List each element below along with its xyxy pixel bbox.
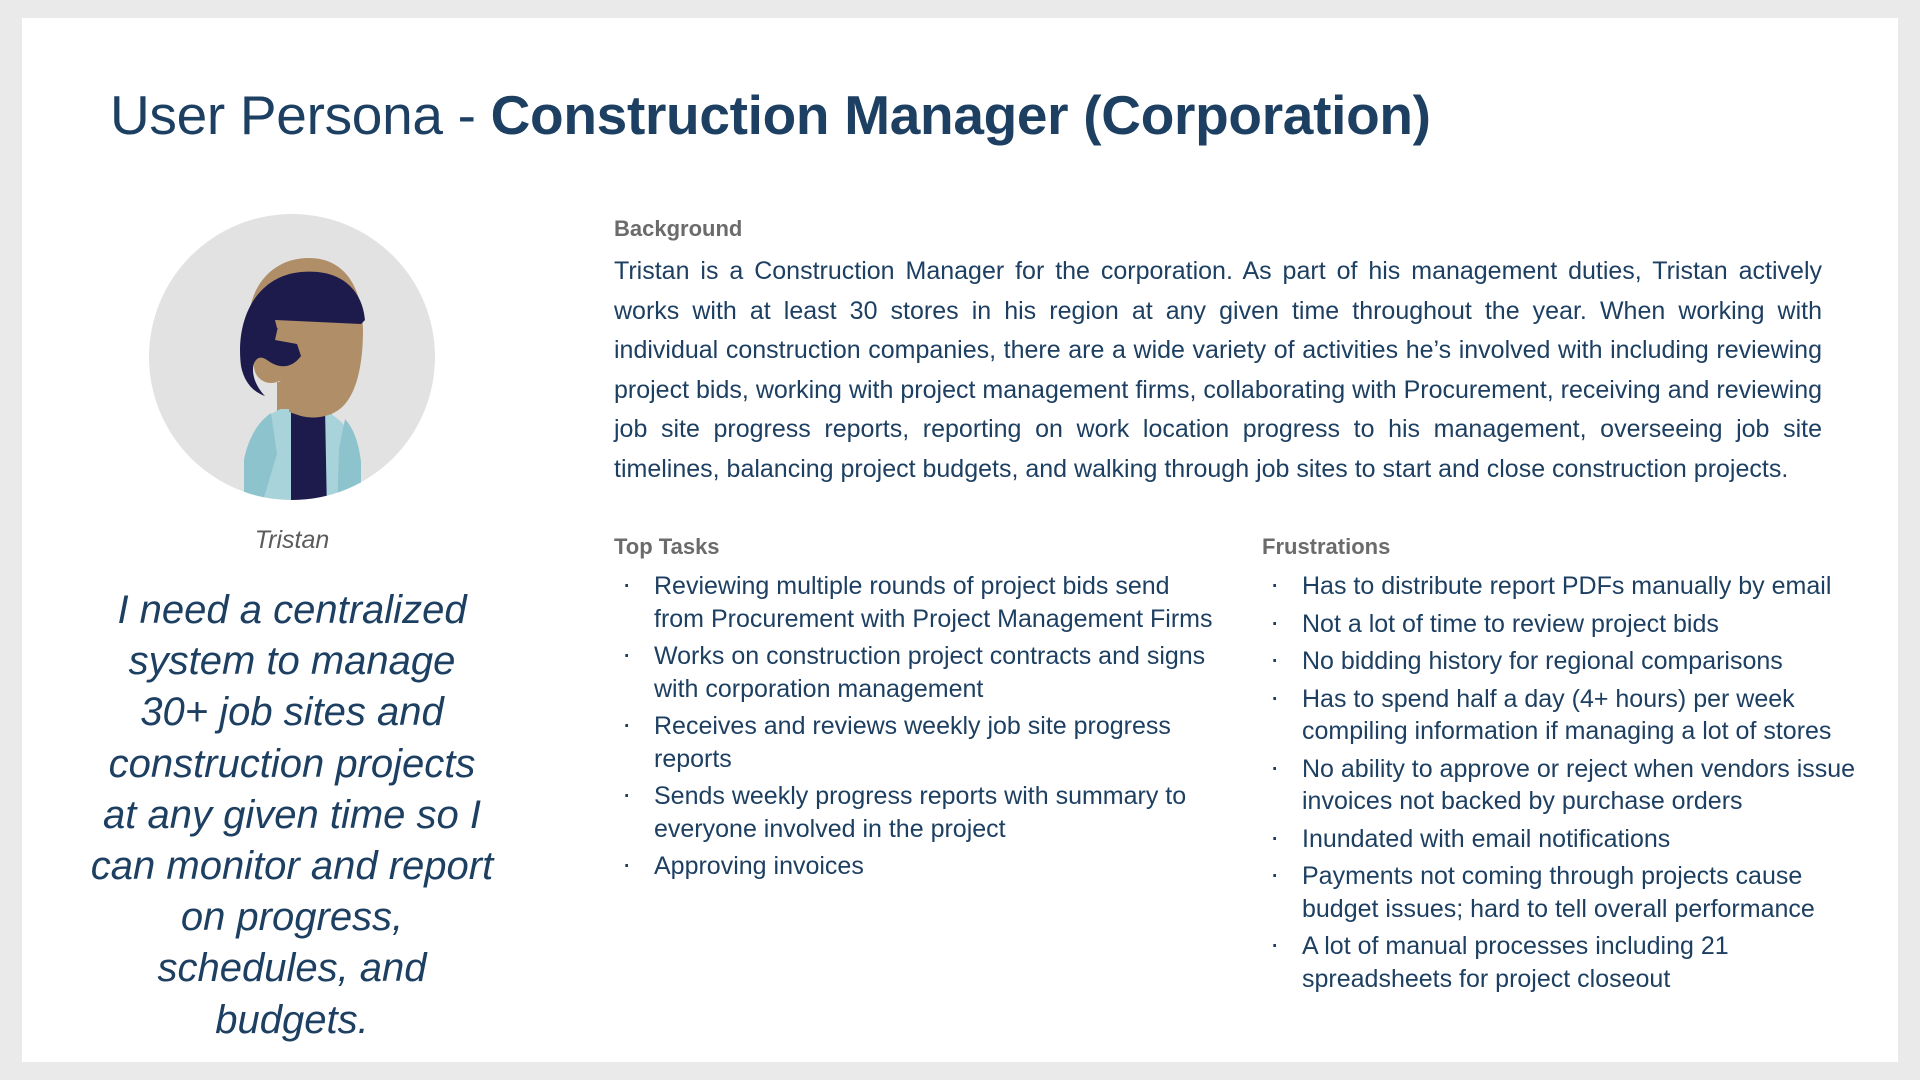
list-item: · A lot of manual processes including 21 spreadsheets for project closeout xyxy=(1262,930,1862,995)
list-item: · Inundated with email notifications xyxy=(1262,823,1862,856)
persona-slide xyxy=(22,18,1898,1062)
list-item: · Receives and reviews weekly job site progress reports xyxy=(614,710,1214,775)
list-item: · Works on construction project contracts and signs with corporation management xyxy=(614,640,1214,705)
list-item: · No ability to approve or reject when vendors issue invoices not backed by purchase orders xyxy=(1262,753,1862,818)
persona-quote: I need a centralized system to manage 30+ job sites and construction projects at any given time so I can monitor and report on progress, schedules, and budgets. xyxy=(90,588,494,1042)
persona-profile-column xyxy=(82,214,502,1046)
frustrations-heading: Frustrations xyxy=(1262,534,1391,559)
page-title-emphasis: Construction Manager (Corporation) xyxy=(490,84,1431,146)
page-title xyxy=(110,84,1431,147)
list-item: · No bidding history for regional comparisons xyxy=(1262,645,1862,678)
top-tasks-heading: Top Tasks xyxy=(614,534,720,559)
list-item: · Reviewing multiple rounds of project bids send from Procurement with Project Management Firms xyxy=(614,570,1214,635)
avatar-illustration-icon xyxy=(149,214,435,500)
frustrations-list xyxy=(1262,570,1862,995)
list-item: · Payments not coming through projects cause budget issues; hard to tell overall performance xyxy=(1262,860,1862,925)
list-item: · Not a lot of time to review project bids xyxy=(1262,608,1862,641)
background-section xyxy=(614,216,1822,489)
top-tasks-section xyxy=(614,534,1214,888)
avatar xyxy=(149,214,435,500)
background-text: Tristan is a Construction Manager for the corporation. As part of his management duties, Tristan actively works with at least 30 stores in his region at any given time throughout the year. When working with individual construction companies, there are a wide variety of activities he’s involved with including reviewing project bids, working with project management firms, collaborating with Procurement, receiving and reviewing job site progress reports, reporting on work location progress to his management, overseeing job site timelines, balancing project budgets, and walking through job sites to start and close construction projects. xyxy=(614,257,1822,483)
top-tasks-list xyxy=(614,570,1214,883)
page-title-prefix: User Persona - xyxy=(110,84,491,146)
background-heading: Background xyxy=(614,216,743,241)
list-item: · Has to distribute report PDFs manually by email xyxy=(1262,570,1862,603)
frustrations-section xyxy=(1262,534,1862,1000)
list-item: · Approving invoices xyxy=(614,850,1214,883)
list-item: · Has to spend half a day (4+ hours) per week compiling information if managing a lot of stores xyxy=(1262,683,1862,748)
persona-name: Tristan xyxy=(254,526,330,554)
list-item: · Sends weekly progress reports with summary to everyone involved in the project xyxy=(614,780,1214,845)
